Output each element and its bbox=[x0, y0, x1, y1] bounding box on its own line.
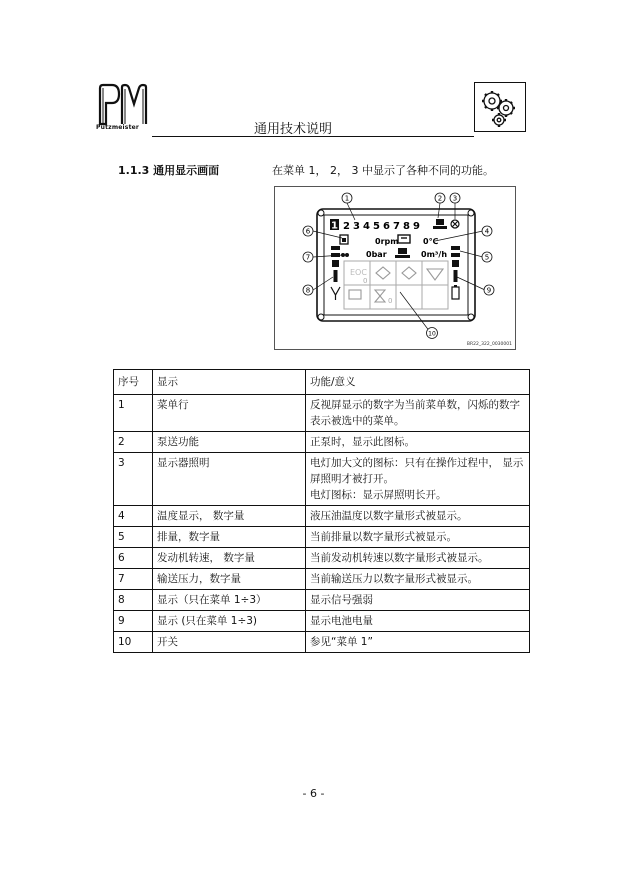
callout-label: 2 bbox=[437, 194, 443, 203]
display-diagram bbox=[275, 187, 515, 349]
callout-label: 5 bbox=[484, 253, 490, 262]
gears-icon bbox=[475, 83, 525, 131]
figure-code: BR22_322_0030001 bbox=[466, 342, 512, 347]
cell-display: 发动机转速， 数字量 bbox=[153, 548, 306, 569]
cell-number: 8 bbox=[114, 590, 153, 611]
table-row bbox=[114, 569, 530, 590]
menu-digit: 5 bbox=[373, 221, 380, 232]
table-row bbox=[114, 506, 530, 527]
header-cell-display: 显示 bbox=[153, 370, 306, 395]
cell-number: 6 bbox=[114, 548, 153, 569]
cell-number: 4 bbox=[114, 506, 153, 527]
callout-label: 9 bbox=[486, 286, 492, 295]
cell-number: 9 bbox=[114, 611, 153, 632]
temperature-readout: 0℃ bbox=[423, 237, 439, 246]
cell-display: 开关 bbox=[153, 632, 306, 653]
menu-digit: 4 bbox=[363, 221, 370, 232]
table-row bbox=[114, 548, 530, 569]
logo-text: Putzmeister bbox=[96, 124, 140, 131]
table-row bbox=[114, 395, 530, 432]
section-title: 1.1.3 通用显示画面 bbox=[118, 164, 220, 177]
section-description: 在菜单 1， 2， 3 中显示了各种不同的功能。 bbox=[272, 164, 494, 177]
cell-display: 泵送功能 bbox=[153, 432, 306, 453]
menu-digit: 2 bbox=[343, 221, 350, 232]
callout-label: 8 bbox=[305, 286, 311, 295]
callout-label: 1 bbox=[344, 194, 350, 203]
cell-display: 显示 (只在菜单 1÷3) bbox=[153, 611, 306, 632]
cell-display: 温度显示， 数字量 bbox=[153, 506, 306, 527]
callout-label: 10 bbox=[428, 330, 436, 338]
cell-number: 2 bbox=[114, 432, 153, 453]
table-row bbox=[114, 432, 530, 453]
hourglass-readout: 0 bbox=[388, 297, 393, 305]
table-row bbox=[114, 611, 530, 632]
cell-display: 显示器照明 bbox=[153, 453, 306, 506]
cell-function: 参见“菜单 1” bbox=[306, 632, 530, 653]
table-header-row bbox=[114, 370, 530, 395]
gear-emblem bbox=[474, 82, 526, 132]
page-number: - 6 - bbox=[302, 787, 325, 800]
cell-function: 反视屏显示的数字为当前菜单数，闪烁的数字表示被选中的菜单。 bbox=[306, 395, 530, 432]
pressure-readout: 0bar bbox=[366, 250, 387, 259]
cell-number: 3 bbox=[114, 453, 153, 506]
cell-function: 显示信号强弱 bbox=[306, 590, 530, 611]
cell-display: 输送压力，数字量 bbox=[153, 569, 306, 590]
menu-digit: 3 bbox=[353, 221, 360, 232]
cell-function bbox=[306, 453, 530, 506]
cell-function: 液压油温度以数字量形式被显示。 bbox=[306, 506, 530, 527]
callout-label: 3 bbox=[452, 194, 458, 203]
table-row bbox=[114, 527, 530, 548]
cell-display: 排量，数字量 bbox=[153, 527, 306, 548]
menu-digit: 8 bbox=[403, 221, 410, 232]
header-cell-function: 功能/意义 bbox=[306, 370, 530, 395]
cell-function: 当前排量以数字量形式被显示。 bbox=[306, 527, 530, 548]
table-row bbox=[114, 632, 530, 653]
menu-digit: 9 bbox=[413, 221, 420, 232]
cell-function: 当前发动机转速以数字量形式被显示。 bbox=[306, 548, 530, 569]
header-rule bbox=[152, 136, 474, 137]
cell-function: 正泵时，显示此图标。 bbox=[306, 432, 530, 453]
table-row bbox=[114, 590, 530, 611]
menu-digit: 6 bbox=[383, 221, 390, 232]
rpm-readout: 0rpm bbox=[375, 237, 399, 246]
cell-display: 显示（只在菜单 1÷3） bbox=[153, 590, 306, 611]
menu-digit: 7 bbox=[393, 221, 400, 232]
counter-readout: 0 bbox=[363, 277, 368, 285]
cell-function: 显示电池电量 bbox=[306, 611, 530, 632]
callout-label: 6 bbox=[305, 227, 311, 236]
callout-label: 7 bbox=[305, 253, 311, 262]
svg-text:EOC: EOC bbox=[350, 268, 367, 277]
cell-function: 当前输送压力以数字量形式被显示。 bbox=[306, 569, 530, 590]
table-row bbox=[114, 453, 530, 506]
cell-display: 菜单行 bbox=[153, 395, 306, 432]
menu-digit: 1 bbox=[331, 220, 338, 232]
cell-number: 5 bbox=[114, 527, 153, 548]
display-figure bbox=[274, 186, 516, 350]
display-function-table bbox=[113, 369, 530, 653]
callout-label: 4 bbox=[484, 227, 490, 236]
cell-function-line: 电灯图标：显示屏照明长开。 bbox=[310, 489, 447, 501]
flow-readout: 0m³/h bbox=[421, 250, 448, 259]
header-cell-number: 序号 bbox=[114, 370, 153, 395]
document-title: 通用技术说明 bbox=[254, 122, 333, 137]
cell-number: 10 bbox=[114, 632, 153, 653]
cell-number: 1 bbox=[114, 395, 153, 432]
cell-function-line: 电灯加大文的图标：只有在操作过程中， 显示屏照明才被打开。 bbox=[310, 457, 524, 485]
cell-number: 7 bbox=[114, 569, 153, 590]
